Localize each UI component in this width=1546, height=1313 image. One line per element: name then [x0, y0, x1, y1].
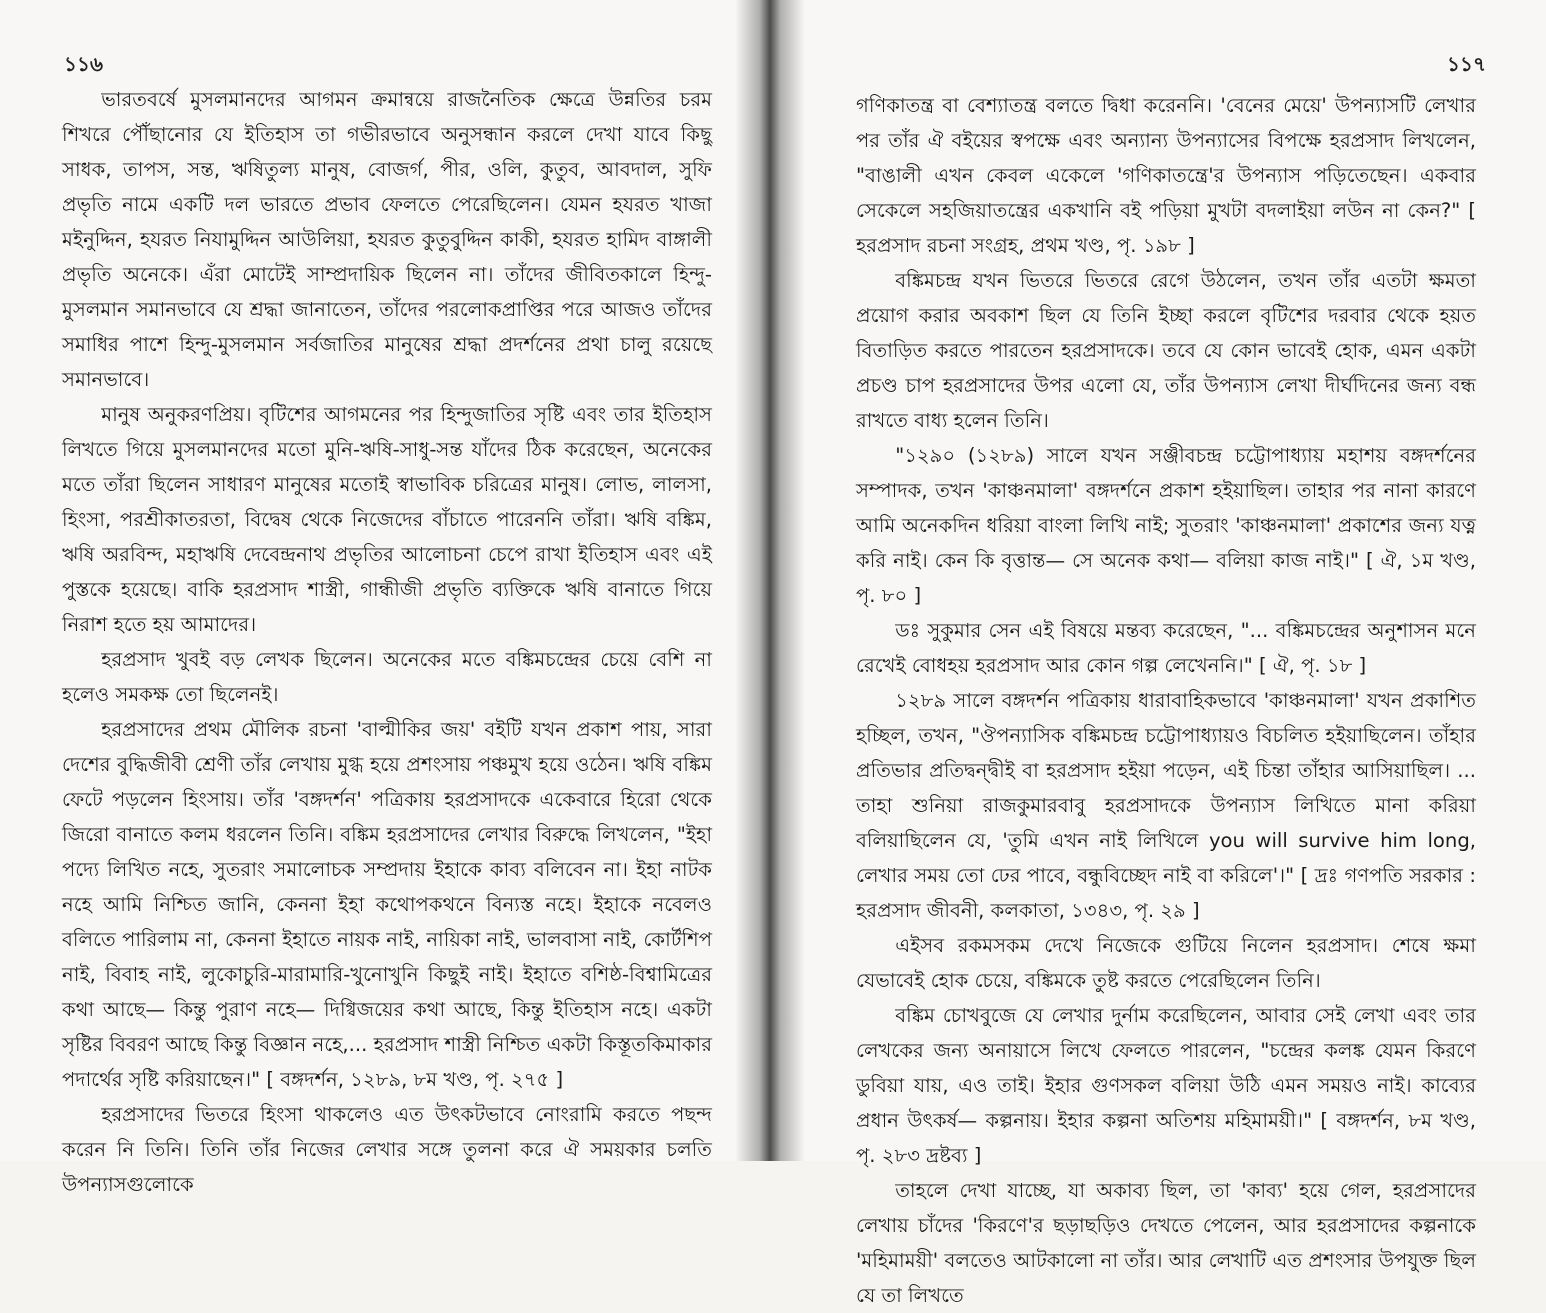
- page-number: ১১৬: [64, 52, 103, 76]
- paragraph: বঙ্কিম চোখবুজে যে লেখার দুর্নাম করেছিলেন, আবার সেই লেখা এবং তার লেখকের জন্য অনায়াসে লিখে ফেলতে পারলেন, "চন্দ্রের কলঙ্ক যেমন কিরণে ডুবিয়া যায়, এও তাই। ইহার গুণসকল বলিয়া উঠি এমন সময়ও নাই। কাব্যের প্রধান উৎকর্ষ— কল্পনায়। ইহার কল্পনা অতিশয় মহিমাময়ী।" [ বঙ্গদর্শন, ৮ম খণ্ড, পৃ. ২৮৩ দ্রষ্টব্য ]: [856, 1004, 1476, 1167]
- paragraph-continued: গণিকাতন্ত্র বা বেশ্যাতন্ত্র বলতে দ্বিধা করেননি। 'বেনের মেয়ে' উপন্যাসটি লেখার পর তাঁর ঐ বইয়ের স্বপক্ষে এবং অন্যান্য উপন্যাসের বিপক্ষে হরপ্রসাদ লিখলেন, "বাঙালী এখন কেবল একেলে 'গণিকাতন্ত্রে'র উপন্যাস পড়িতেছেন। একবার সেকেলে সহজিয়াতন্ত্রের একখানি বই পড়িয়া মুখটা বদলাইয়া লউন না কেন?" [ হরপ্রসাদ রচনা সংগ্রহ, প্রথম খণ্ড, পৃ. ১৯৮ ]: [856, 94, 1476, 257]
- page-body: [62, 82, 712, 1202]
- paragraph: তাহলে দেখা যাচ্ছে, যা অকাব্য ছিল, তা 'কাব্য' হয়ে গেল, হরপ্রসাদের লেখায় চাঁদের 'কিরণে'র ছড়াছড়িও দেখতে পেলেন, আর হরপ্রসাদের কল্পনাকে 'মহিমাময়ী' বলতেও আটকালো না তাঁর। আর লেখাটি এত প্রশংসার উপযুক্ত ছিল যে তা লিখতে: [856, 1179, 1476, 1307]
- book-gutter-shadow: [735, 0, 805, 1161]
- paragraph: ভারতবর্ষে মুসলমানদের আগমন ক্রমান্বয়ে রাজনৈতিক ক্ষেত্রে উন্নতির চরম শিখরে পৌঁছানোর যে ইতিহাস তা গভীরভাবে অনুসন্ধান করলে দেখা যাবে কিছু সাধক, তাপস, সন্ত, ঋষিতুল্য মানুষ, বোজর্গ, পীর, ওলি, কুতুব, আবদাল, সুফি প্রভৃতি নামে একটি দল ভারতে প্রভাব ফেলতে পেরেছিলেন। যেমন হযরত খাজা মইনুদ্দিন, হযরত নিযামুদ্দিন আউলিয়া, হযরত কুতুবুদ্দিন কাকী, হযরত হামিদ বাঙ্গালী প্রভৃতি অনেকে। এঁরা মোটেই সাম্প্রদায়িক ছিলেন না। তাঁদের জীবিতকালে হিন্দু-মুসলমান সমানভাবে যে শ্রদ্ধা জানাতেন, তাঁদের পরলোকপ্রাপ্তির পরে আজও তাঁদের সমাধির পাশে হিন্দু-মুসলমান সর্বজাতির মানুষের শ্রদ্ধা প্রদর্শনের প্রথা চালু রয়েছে সমানভাবে।: [62, 88, 712, 391]
- page-body: [856, 88, 1476, 1313]
- right-page: [770, 0, 1546, 1307]
- paragraph: ১২৮৯ সালে বঙ্গদর্শন পত্রিকায় ধারাবাহিকভাবে 'কাঞ্চনমালা' যখন প্রকাশিত হচ্ছিল, তখন, "ঔপন্যাসিক বঙ্কিমচন্দ্র চট্টোপাধ্যায়ও বিচলিত হইয়াছিলেন। তাঁহার প্রতিভার প্রতিদ্বন্দ্বীই বা হরপ্রসাদ হইয়া পড়েন, এই চিন্তা তাঁহার আসিয়াছিল। ... তাহা শুনিয়া রাজকুমারবাবু হরপ্রসাদকে উপন্যাস লিখিতে মানা করিয়া বলিয়াছিলেন যে, 'তুমি এখন নাই লিখিলে you will survive him long, লেখার সময় তো ঢের পাবে, বন্ধুবিচ্ছেদ নাই বা করিলে'।" [ দ্রঃ গণপতি সরকার : হরপ্রসাদ জীবনী, কলকাতা, ১৩৪৩, পৃ. ২৯ ]: [856, 689, 1476, 922]
- paragraph: হরপ্রসাদের প্রথম মৌলিক রচনা 'বাল্মীকির জয়' বইটি যখন প্রকাশ পায়, সারা দেশের বুদ্ধিজীবী শ্রেণী তাঁর লেখায় মুগ্ধ হয়ে প্রশংসায় পঞ্চমুখ হয়ে ওঠেন। ঋষি বঙ্কিম ফেটে পড়লেন হিংসায়। তাঁর 'বঙ্গদর্শন' পত্রিকায় হরপ্রসাদকে একেবারে হিরো থেকে জিরো বানাতে কলম ধরলেন তিনি। বঙ্কিম হরপ্রসাদের লেখার বিরুদ্ধে লিখলেন, "ইহা পদ্যে লিখিত নহে, সুতরাং সমালোচক সম্প্রদায় ইহাকে কাব্য বলিবেন না। ইহা নাটক নহে আমি নিশ্চিত জানি, কেননা ইহা কথোপকথনে বিন্যস্ত নহে। ইহাকে নবেলও বলিতে পারিলাম না, কেননা ইহাতে নায়ক নাই, নায়িকা নাই, ভালবাসা নাই, কোর্টশিপ নাই, বিবাহ নাই, লুকোচুরি-মারামারি-খুনোখুনি কিছুই নাই। ইহাতে বশিষ্ঠ-বিশ্বামিত্রের কথা আছে— কিন্তু পুরাণ নহে— দিগ্বিজয়ের কথা আছে, কিন্তু ইতিহাস নহে। একটা সৃষ্টির বিবরণ আছে কিন্তু বিজ্ঞান নহে,... হরপ্রসাদ শাস্ত্রী নিশ্চিত একটা কিস্তূতকিমাকার পদার্থের সৃষ্টি করিয়াছেন।" [ বঙ্গদর্শন, ১২৮৯, ৮ম খণ্ড, পৃ. ২৭৫ ]: [62, 718, 712, 1091]
- paragraph: এইসব রকমসকম দেখে নিজেকে গুটিয়ে নিলেন হরপ্রসাদ। শেষে ক্ষমা যেভাবেই হোক চেয়ে, বঙ্কিমকে তুষ্ট করতে পেরেছিলেন তিনি।: [856, 934, 1476, 992]
- left-page: [0, 0, 770, 1196]
- paragraph: মানুষ অনুকরণপ্রিয়। বৃটিশের আগমনের পর হিন্দুজাতির সৃষ্টি এবং তার ইতিহাস লিখতে গিয়ে মুসলমানদের মতো মুনি-ঋষি-সাধু-সন্ত যাঁদের ঠিক করেছেন, অনেকের মতে তাঁরা ছিলেন সাধারণ মানুষের মতোই স্বাভাবিক চরিত্রের মানুষ। লোভ, লালসা, হিংসা, পরশ্রীকাতরতা, বিদ্বেষ থেকে নিজেদের বাঁচাতে পারেননি তাঁরা। ঋষি বঙ্কিম, ঋষি অরবিন্দ, মহাঋষি দেবেন্দ্রনাথ প্রভৃতির আলোচনা চেপে রাখা ইতিহাস এবং এই পুস্তকে হয়েছে। বাকি হরপ্রসাদ শাস্ত্রী, গান্ধীজী প্রভৃতি ব্যক্তিকে ঋষি বানাতে গিয়ে নিরাশ হতে হয় আমাদের।: [62, 403, 712, 636]
- paragraph: হরপ্রসাদ খুবই বড় লেখক ছিলেন। অনেকের মতে বঙ্কিমচন্দ্রের চেয়ে বেশি না হলেও সমকক্ষ তো ছিলেনই।: [62, 648, 712, 706]
- paragraph: হরপ্রসাদের ভিতরে হিংসা থাকলেও এত উৎকটভাবে নোংরামি করতে পছন্দ করেন নি তিনি। তিনি তাঁর নিজের লেখার সঙ্গে তুলনা করে ঐ সময়কার চলতি উপন্যাসগুলোকে: [62, 1103, 712, 1196]
- paragraph: "১২৯০ (১২৮৯) সালে যখন সঞ্জীবচন্দ্র চট্টোপাধ্যায় মহাশয় বঙ্গদর্শনের সম্পাদক, তখন 'কাঞ্চনমালা' বঙ্গদর্শনে প্রকাশ হইয়াছিল। তাহার পর নানা কারণে আমি অনেকদিন ধরিয়া বাংলা লিখি নাই; সুতরাং 'কাঞ্চনমালা' প্রকাশের জন্য যত্ন করি নাই। কেন কি বৃত্তান্ত— সে অনেক কথা— বলিয়া কাজ নাই।" [ ঐ, ১ম খণ্ড, পৃ. ৮০ ]: [856, 444, 1476, 607]
- paragraph: বঙ্কিমচন্দ্র যখন ভিতরে ভিতরে রেগে উঠলেন, তখন তাঁর এতটা ক্ষমতা প্রয়োগ করার অবকাশ ছিল যে তিনি ইচ্ছা করলে বৃটিশের দরবার থেকে হয়ত বিতাড়িত করতে পারতেন হরপ্রসাদকে। তবে যে কোন ভাবেই হোক, এমন একটা প্রচণ্ড চাপ হরপ্রসাদের উপর এলো যে, তাঁর উপন্যাস লেখা দীর্ঘদিনের জন্য বন্ধ রাখতে বাধ্য হলেন তিনি।: [856, 269, 1476, 432]
- page-number: ১১৭: [1447, 52, 1486, 76]
- paragraph: ডঃ সুকুমার সেন এই বিষয়ে মন্তব্য করেছেন, "... বঙ্কিমচন্দ্রের অনুশাসন মনে রেখেই বোধহয় হরপ্রসাদ আর কোন গল্প লেখেননি।" [ ঐ, পৃ. ১৮ ]: [856, 619, 1476, 677]
